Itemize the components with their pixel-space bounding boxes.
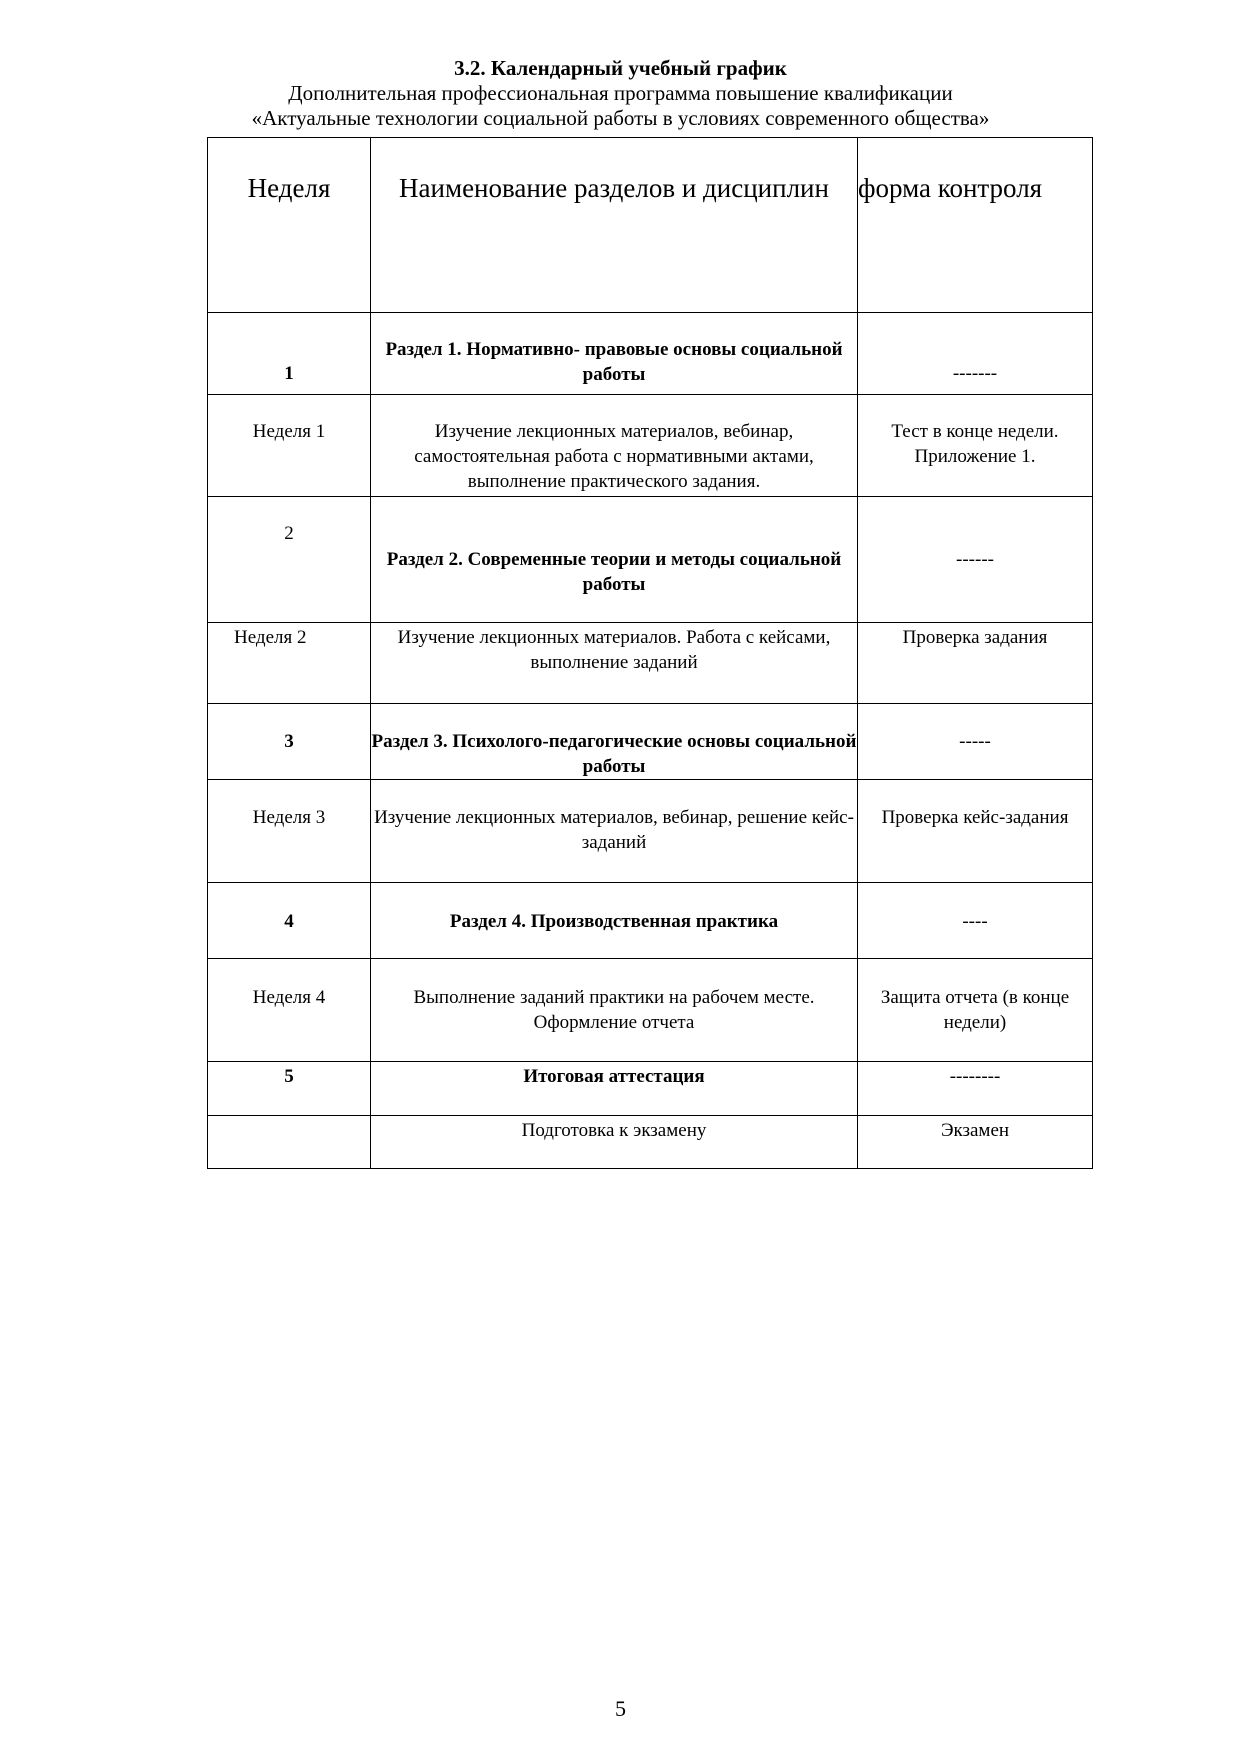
table-row	[208, 704, 1093, 780]
table-row	[208, 1116, 1093, 1169]
section-name: Раздел 4. Производственная практика	[371, 883, 858, 959]
week-label: Неделя 4	[208, 959, 371, 1062]
control-form: ----	[858, 883, 1093, 959]
activity-text: Выполнение заданий практики на рабочем месте. Оформление отчета	[371, 959, 858, 1062]
activity-text: Подготовка к экзамену	[371, 1116, 858, 1169]
section-name: Раздел 1. Нормативно- правовые основы социальной работы	[371, 313, 858, 395]
control-form: Проверка задания	[858, 623, 1093, 704]
section-name: Раздел 2. Современные теории и методы социальной работы	[371, 497, 858, 623]
table-row	[208, 1062, 1093, 1116]
control-form: Защита отчета (в конце недели)	[858, 959, 1093, 1062]
week-label: Неделя 2	[208, 623, 371, 704]
page-number: 5	[615, 1696, 626, 1721]
control-form: ------	[858, 497, 1093, 623]
activity-text: Изучение лекционных материалов. Работа с кейсами, выполнение заданий	[371, 623, 858, 704]
table-row	[208, 623, 1093, 704]
program-name: «Актуальные технологии социальной работы в условиях современного общества»	[251, 106, 990, 130]
schedule-table	[207, 137, 1093, 1169]
section-number: 2	[208, 497, 371, 623]
control-form: --------	[858, 1062, 1093, 1116]
header-sections: Наименование разделов и дисциплин	[371, 138, 858, 313]
activity-text: Изучение лекционных материалов, вебинар, самостоятельная работа с нормативными актами, выполнение практического задания.	[371, 395, 858, 497]
activity-text: Изучение лекционных материалов, вебинар, решение кейс-заданий	[371, 780, 858, 883]
section-number: 5	[208, 1062, 371, 1116]
table-row	[208, 395, 1093, 497]
control-form: -----	[858, 704, 1093, 780]
table-row	[208, 497, 1093, 623]
section-name: Итоговая аттестация	[371, 1062, 858, 1116]
table-header-row	[208, 138, 1093, 313]
table-row	[208, 780, 1093, 883]
control-form: Тест в конце недели. Приложение 1.	[858, 395, 1093, 497]
program-subtitle: Дополнительная профессиональная программа повышение квалификации	[288, 81, 953, 105]
table-row	[208, 313, 1093, 395]
header-control: форма контроля	[858, 138, 1093, 313]
week-label	[208, 1116, 371, 1169]
control-form: -------	[858, 313, 1093, 395]
document-heading	[0, 56, 1241, 131]
header-week: Неделя	[208, 138, 371, 313]
section-number: 4	[208, 883, 371, 959]
section-name: Раздел 3. Психолого-педагогические основы социальной работы	[371, 704, 858, 780]
section-number: 3	[208, 704, 371, 780]
control-form: Проверка кейс-задания	[858, 780, 1093, 883]
table-row	[208, 883, 1093, 959]
page-title: 3.2. Календарный учебный график	[454, 56, 787, 80]
week-label: Неделя 1	[208, 395, 371, 497]
week-label: Неделя 3	[208, 780, 371, 883]
section-number: 1	[208, 313, 371, 395]
control-form: Экзамен	[858, 1116, 1093, 1169]
table-row	[208, 959, 1093, 1062]
